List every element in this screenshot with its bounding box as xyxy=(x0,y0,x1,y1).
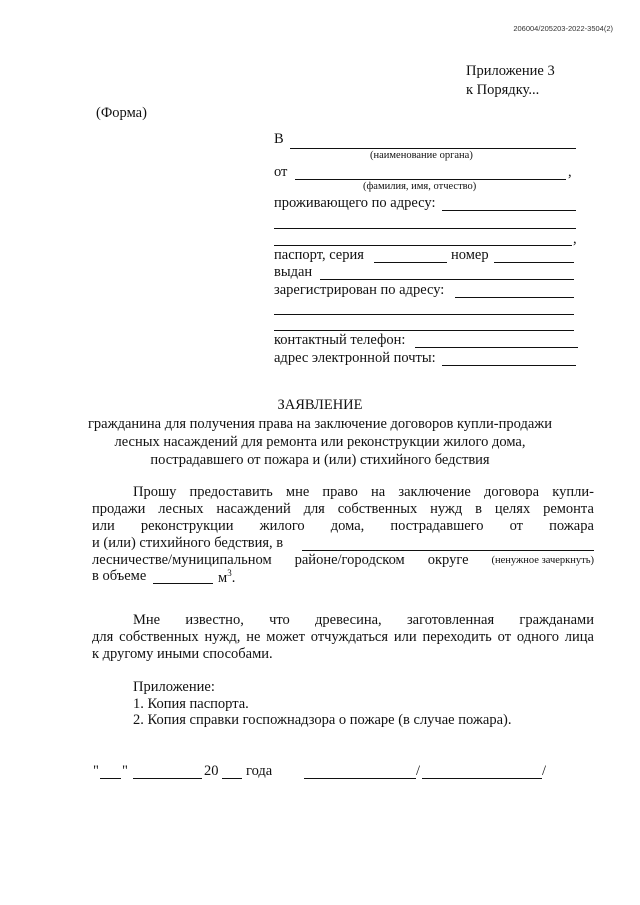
request-line-1 xyxy=(133,484,594,501)
word: купли- xyxy=(552,484,594,500)
month-field[interactable] xyxy=(133,778,202,779)
volume-field[interactable] xyxy=(153,583,213,584)
year-prefix: 20 xyxy=(204,763,219,779)
word: договора xyxy=(483,484,540,500)
date-quote-close: " xyxy=(122,763,128,779)
word: продажи xyxy=(92,501,146,517)
word: реконструкции xyxy=(140,518,234,534)
notice-line-1 xyxy=(133,612,594,629)
word: округе xyxy=(427,552,469,568)
year-suffix: года xyxy=(246,763,273,779)
forestry-field[interactable] xyxy=(302,550,594,551)
organ-field[interactable] xyxy=(290,148,576,149)
word: для xyxy=(303,501,325,517)
document-id: 206004/205203-2022-3504(2) xyxy=(513,24,613,33)
day-field[interactable] xyxy=(100,778,121,779)
word: ремонта xyxy=(543,501,594,517)
volume-label: в объеме xyxy=(92,568,147,584)
word: районе/городском xyxy=(294,552,405,568)
from-comma: , xyxy=(568,164,572,180)
email-field[interactable] xyxy=(442,365,576,366)
notice-line-2: для собственных нужд, не может отчуждаться или переходить от одного лица xyxy=(92,629,594,645)
signature-slash-1: / xyxy=(416,763,421,779)
date-quote-open: " xyxy=(93,763,99,779)
registered-field-3[interactable] xyxy=(274,330,574,331)
appendix-line-2: к Порядку... xyxy=(466,82,540,98)
request-line-2 xyxy=(92,501,594,518)
passport-series-label: паспорт, серия xyxy=(274,247,364,263)
signature-slash-2: / xyxy=(542,763,547,779)
word: жилого xyxy=(259,518,305,534)
passport-series-field[interactable] xyxy=(374,262,447,263)
word: собственных xyxy=(337,501,418,517)
word: древесина, xyxy=(315,612,382,628)
organ-caption: (наименование органа) xyxy=(370,150,473,161)
signature-field[interactable] xyxy=(304,778,416,779)
appendix-reference xyxy=(466,62,555,100)
registered-field-1[interactable] xyxy=(455,297,574,298)
word: Мне xyxy=(133,612,161,628)
strike-note: (ненужное зачеркнуть) xyxy=(491,555,594,566)
word: пожара xyxy=(549,518,594,534)
word: право xyxy=(322,484,358,500)
phone-label: контактный телефон: xyxy=(274,332,406,348)
year-field[interactable] xyxy=(222,778,242,779)
address-field-2[interactable] xyxy=(274,228,576,229)
registered-label: зарегистрирован по адресу: xyxy=(274,282,445,298)
word: дома, xyxy=(330,518,365,534)
request-line-3 xyxy=(92,518,594,535)
appendix-line-1: Приложение 3 xyxy=(466,63,555,79)
attachment-item-2: 2. Копия справки госпожнадзора о пожаре (в случае пожара). xyxy=(133,712,512,728)
fio-field[interactable] xyxy=(295,179,566,180)
form-label: (Форма) xyxy=(96,105,147,121)
word: предоставить xyxy=(189,484,273,500)
word: лесничестве/муниципальном xyxy=(92,552,272,568)
title-line-1: гражданина для получения права на заключение договоров купли-продажи xyxy=(87,416,553,432)
residing-label: проживающего по адресу: xyxy=(274,195,436,211)
email-label: адрес электронной почты: xyxy=(274,350,436,366)
word: в xyxy=(475,501,483,517)
word: гражданами xyxy=(519,612,594,628)
word: известно, xyxy=(185,612,244,628)
word: заключение xyxy=(398,484,471,500)
document-title: ЗАЯВЛЕНИЕ xyxy=(277,397,363,413)
issued-field[interactable] xyxy=(320,279,574,280)
passport-number-field[interactable] xyxy=(494,262,574,263)
notice-line-3: к другому иными способами. xyxy=(92,646,273,662)
issued-label: выдан xyxy=(274,264,313,280)
address-field-1[interactable] xyxy=(442,210,576,211)
attachment-item-1: 1. Копия паспорта. xyxy=(133,696,249,712)
word: мне xyxy=(285,484,310,500)
word: целях xyxy=(494,501,531,517)
word: на xyxy=(371,484,386,500)
request-line-5 xyxy=(92,552,594,569)
to-label: В xyxy=(274,131,284,147)
title-line-2: лесных насаждений для ремонта или реконструкции жилого дома, xyxy=(114,434,526,450)
word: нужд xyxy=(430,501,463,517)
word: насаждений xyxy=(216,501,291,517)
word: заготовленная xyxy=(406,612,495,628)
word: или xyxy=(92,518,115,534)
signature-name-field[interactable] xyxy=(422,778,542,779)
registered-field-2[interactable] xyxy=(274,314,574,315)
attachments-header: Приложение: xyxy=(133,679,215,695)
word: Прошу xyxy=(133,484,177,500)
word: от xyxy=(509,518,524,534)
word: пострадавшего xyxy=(390,518,484,534)
fio-caption: (фамилия, имя, отчество) xyxy=(363,181,477,192)
title-line-3: пострадавшего от пожара и (или) стихийного бедствия xyxy=(150,452,490,468)
request-line-4: и (или) стихийного бедствия, в xyxy=(92,535,284,551)
passport-number-label: номер xyxy=(451,247,489,263)
volume-unit: $м^3$. xyxy=(218,568,236,586)
phone-field[interactable] xyxy=(415,347,578,348)
from-label: от xyxy=(274,164,288,180)
word: что xyxy=(269,612,290,628)
address-field-3[interactable] xyxy=(274,245,572,246)
address-comma: , xyxy=(573,231,577,247)
word: лесных xyxy=(158,501,204,517)
